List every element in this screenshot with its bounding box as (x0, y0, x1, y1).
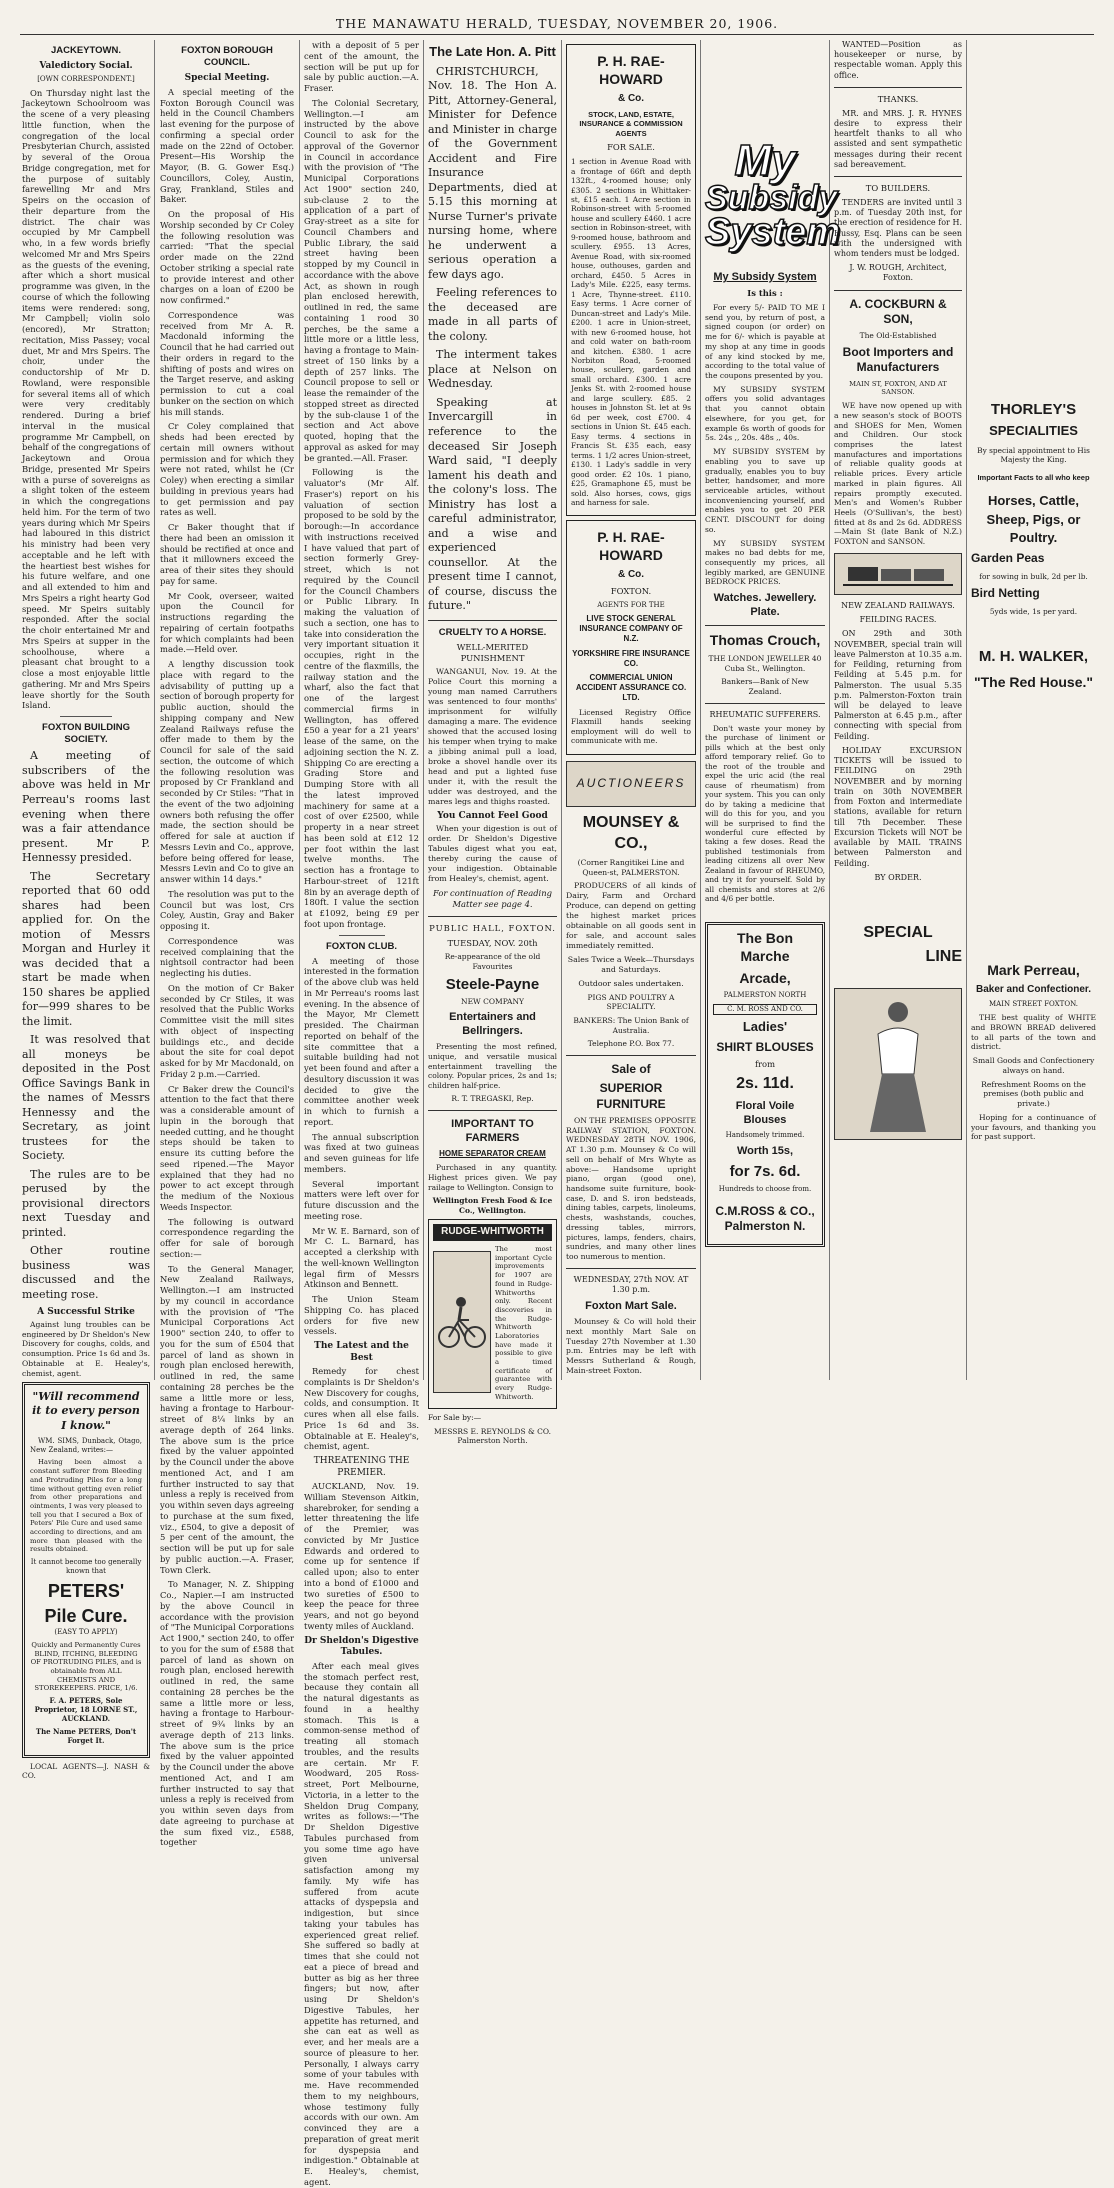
mounsey-address: (Corner Rangitikei Line and Queen-st, PALMERSTON. (577, 857, 685, 877)
bread-body: THE best quality of WHITE and BROWN BREAD delivered to all parts of the town and district. (971, 1013, 1096, 1052)
main-street: MAIN STREET FOXTON. (989, 1000, 1078, 1009)
mart-body: Mounsey & Co will hold their next monthly Mart Sale on Tuesday 27th November at 1.30 p.m. Entries may be left with Messrs Sutherland & Rough, Main-street Foxton. (566, 1317, 696, 1375)
article-paragraph: On Thursday night last the Jackeytown Schoolroom was the scene of a very pleasing little function, when the congregation of the local Presbyterian Church, assisted by several of the Oroua Bridge congregation, met for the purpose of suitably farewelling Mr and Mrs Speirs on the occasion of their departure from the district. The chair was occupied by Mr Campbell who, in a few words briefly welcomed Mr and Mrs Speirs as the guests of the evening, after which a short musical programme was given, in the course of which the following items were rendered: song, Mr Campbell; violin solo (encored), Mr Stratton; recitation, Miss Passey; vocal duet, Mr and Mrs Speirs. The choir, under the conductorship of Mr D. Rowland, were responsible for several items all of which were very creditably rendered. During a brief interval in the musical programme Mr Campbell, on behalf of the congregations of Jackeytown and Oroua Bridge, presented Mr Speirs with a purse of sovereigns as a slight token of the esteem in which the congregations held him. For the term of two years during which Mr Speirs had laboured in this district his ministry had been very acceptable and he left with the heartiest best wishes for his future welfare, and one and all extended to him and Mrs Speirs a right hearty God speed. Mr Speirs suitably responded. After the social the choir entertained Mr and Mrs Speirs at supper in the schoolhouse, where a pleasant chat brought to a close a most enjoyable little gathering. Mr and Mrs Speirs leave shortly for the South Island. (22, 87, 150, 711)
article-paragraph: The resolution was put to the Council but was lost, Crs Coley, Austin, Gray and Baker opposing it. (160, 888, 294, 932)
article-paragraph: On the motion of Cr Baker seconded by Cr Stiles, it was resolved that the Public Works Committee visit the mill sites with object of inspecting buildings etc., and decide about the site for coal depot asked for by Mr Macdonald, on Friday 2 p.m.—Carried. (160, 982, 294, 1079)
article-paragraph: WANGANUI, Nov. 19. At the Police Court this morning a young man named Carruthers was sentenced to four months' imprisonment for wilfully damaging a mare. The evidence showed that the accused losing his temper when trying to make a jibbing animal pull a load, broke a shovel handle over its head and put a lighted fuse under it, with the result the udder was destroyed, and the mares legs and thighs roasted. (428, 667, 557, 806)
article-paragraph: The following is outward correspondence regarding the offer for sale of borough section:— (160, 1216, 294, 1259)
article-paragraph: The Colonial Secretary, Wellington.—I am instructed by the above Council to ask for the approval of the Governor in Council in accordance with the provision of "The Municipal Corporations Act 1900" section 240, sub-clause 2 to the application of a part of Gray-street as a site for Council Chambers and Public Library, the said street having been stopped by my Council in accordance with the above Act, as shown in rough plan enclosed herewith, outlined in red, the same containing 1 rood 30 perches, be the same a little more or a little less, having a frontage to Main-street of 150 links by a depth of 257 links. The Council propose to sell or lease the remainder of the stopped street as directed by the sub-clause 1 of the section and Act above quoted, hoping that the approval as asked for may be granted.—All. Fraser. (304, 97, 419, 463)
ad-easy: (EASY TO APPLY) (54, 1628, 118, 1637)
separator (428, 620, 557, 621)
subsidy-p3: MY SUBSIDY SYSTEM by enabling you to save up gradually, enables you to buy better, handsomer, and more serviceable articles, without inconveniencing yourself, and enables you to get 20 PER CENT. DISCOUNT for doing so. (705, 447, 825, 534)
article-paragraph: with a deposit of 5 per cent of the amount, the section will be put up for sale by public auction.—A. Fraser. (304, 40, 419, 93)
mart-date: WEDNESDAY, 27th NOV. AT 1.30 p.m. (573, 1274, 689, 1294)
separator (60, 716, 111, 717)
red-house: "The Red House." (973, 673, 1094, 690)
netting-price: 5yds wide, 1s per yard. (989, 607, 1078, 617)
column-divider (154, 40, 155, 1380)
separator (705, 625, 825, 626)
continuation-note: For continuation of Reading Matter see page 4. (432, 888, 552, 909)
building-society-heading: FOXTON BUILDING SOCIETY. (42, 722, 130, 746)
mounsey-title: MOUNSEY & CO., (582, 814, 680, 852)
article-paragraph: A meeting of those interested in the formation of the above club was held in Mr Perreau's rooms last evening. In the absence of the Mayor, Mr Clemett presided. The Chairman reported on behalf of the site committee that a suitable building had not yet been found and after a desultory discussion it was decided to give the committee another week in which to furnish a report. (304, 955, 419, 1127)
foxton: FOXTON. (610, 586, 652, 597)
special-line-2: LINE (925, 948, 962, 966)
rae-howard-agents-ad (566, 520, 696, 755)
peas-price: for sowing in bulk, 2d per lb. (979, 572, 1088, 582)
registry-office: Licensed Registry Office Flaxmill hands seeking employment will do well to communicate with me. (571, 707, 691, 746)
article-paragraph: Cr Baker thought that if there had been an omission it should be rectified at once and that it millowners exceed the area of their sites they should pay for same. (160, 522, 294, 586)
superior-furniture: SUPERIOR FURNITURE (596, 1081, 666, 1111)
article-paragraph: Cr Baker drew the Council's attention to the fact that there was a considerable amount of lupin in the borough that needed cutting, and he thought steps should be taken to ensure its cutting before the seed ripened.—The Mayor explained that they had no power to act except through the medium of the Noxious Weeds Inspector. (160, 1083, 294, 1212)
article-paragraph: To the General Manager, New Zealand Railways, Wellington.—I am instructed by my council in accordance with the provision of "The Municipal Corporations Act 1900" section 240, to offer to you for the sum of £504 that parcel of land as shown in rough plan enclosed herewith, outlined in red, the same containing 28 perches be the same a little more or less, having a frontage to Harbour-street of 8¼ links by an average depth of 264 links. The above sum is the price fixed by the valuer appointed by the Council under the above mentioned Act, and I am further instructed to say that unless a reply is received from you within seven days agreeing to purchase at the sum fixed, viz., £504, to give a deposit of 5 per cent of the amount, the section will be put up for sale by public auction.—A. Fraser, Town Clerk. (160, 1263, 294, 1575)
entertainers: Entertainers and Bellringers. (449, 1011, 536, 1038)
masthead-rule (20, 34, 1094, 35)
bon-marche-ad (705, 922, 825, 1247)
appointment: By special appointment to His Majesty the King. (977, 445, 1090, 465)
masthead: THE MANAWATU HERALD, TUESDAY, NOVEMBER 20, 1906. (335, 16, 779, 31)
ad-body: Having been almost a constant sufferer from Bleeding and Protruding Piles for a long time without getting even relief from other preparations and ointments, I was very pleased to tell you that I secured a Box of Peters' Pile Cure and used same according to directions, and am more than pleased with the results obtained. (30, 1458, 142, 1554)
article-paragraph: The interment takes place at Nelson on Wednesday. (428, 348, 557, 391)
london-jeweller: THE LONDON JEWELLER 40 Cuba St., Wellington. (708, 654, 822, 673)
ad-note: It cannot become too generally known that (30, 1558, 142, 1575)
important-facts: Important Facts to all who keep (977, 472, 1090, 482)
rheumatic-heading: RHEUMATIC SUFFERERS. (709, 709, 821, 719)
thorleys: THORLEY'S (990, 401, 1077, 418)
baker-confectioner: Baker and Confectioner. (975, 983, 1092, 995)
rudge-whitworth-ad (428, 1219, 557, 1409)
important-farmers: IMPORTANT TO FARMERS (451, 1117, 534, 1145)
article-paragraph: Other routine business was discussed and the meeting rose. (22, 1244, 150, 1301)
excursion-body: HOLIDAY EXCURSION TICKETS will be issued to FEILDING on 29th NOVEMBER and by morning train on 30th NOVEMBER from Foxton and intermediate stations, available for return till 7th December. These Excursion Tickets will NOT be available by MAIL TRAINS between Palmerston and Feilding. (834, 745, 962, 868)
mounsey-pigs: PIGS AND POULTRY A SPECIALITY. (587, 992, 675, 1012)
column-7 (834, 40, 962, 1385)
banner-system: System (705, 211, 841, 254)
mounsey-body: PRODUCERS of all kinds of Dairy, Farm and Orchard Produce, can depend on getting the highest market prices obtainable on all goods sent in for sale, and account sales immediately remitted. (566, 881, 696, 950)
livestock: Horses, Cattle, Sheep, Pigs, or Poultry. (986, 493, 1081, 545)
separator (428, 1110, 557, 1111)
council-heading: FOXTON BOROUGH COUNCIL. (181, 45, 273, 69)
ad-sender: WM. SIMS, Dunback, Otago, New Zealand, writes:— (30, 1436, 142, 1454)
reynolds: MESSRS E. REYNOLDS & CO. Palmerston North. (434, 1426, 551, 1446)
banner-subsidy: Subsidy (705, 178, 838, 217)
article-paragraph: Against lung troubles can be engineered by Dr Sheldon's New Discovery for coughs, colds, and consumption. Price 1s 6d and 3s. Obtainable at E. Healey's, chemist, agent. (22, 1320, 150, 1378)
cockburn-address: MAIN ST, FOXTON, AND AT SANSON. (849, 379, 947, 397)
ross-footer: C.M.ROSS & CO., Palmerston N. (715, 1203, 815, 1234)
for-sale: FOR SALE. (607, 142, 655, 153)
article-paragraph: A special meeting of the Foxton Borough Council was held in the Council Chambers last evening for the purpose of confirming a special order made on the 22nd of October. Present—His Worship the Mayor, (B. G. Gower Esq.) Councillors, Coley, Austin, Gray, Frankland, Stiles and Baker. (160, 86, 294, 205)
ad-cures: Quickly and Permanently Cures BLIND, ITCHING, BLEEDING OF PROTRUDING PILES, and is obtainable from ALL CHEMISTS AND STOREKEEPERS. PRICE, 1/6. (30, 1640, 142, 1693)
auctioneers-label: AUCTIONEERS (576, 776, 686, 791)
hundreds: Hundreds to choose from. (718, 1184, 812, 1193)
specialities: SPECIALITIES (989, 423, 1078, 439)
article-paragraph: Correspondence was received complaining that the nightsoil contractor had been neglecting his duties. (160, 935, 294, 979)
subsidy-head: My Subsidy System (713, 271, 817, 284)
article-paragraph: A lengthy discussion took place with regard to the advisability of putting up a section of borough property for public auction, should the shipping company and New Zealand Railways refuse the offer made to them by the Council for sale of the said section, the outcome of which the following resolution was proposed by Cr Frankland and seconded by Cr Stiles: "That in the event of the two adjoining owners both refusing the offer made, the section should be offered for sale at auction if Messrs Levin and Co., approve, before being offered for lease, Messrs Levin and Co to give an answer within 14 days." (160, 659, 294, 885)
by-order: BY ORDER. (874, 872, 922, 882)
column-6 (705, 40, 841, 1385)
railway-illustration (834, 553, 962, 595)
ad-brand: PETERS' (47, 1580, 125, 1601)
shirt-blouses: SHIRT BLOUSES (716, 1039, 814, 1054)
article-paragraph: Cr Coley complained that sheds had been erected by certain mill owners without permission and for which they were not rated, whilst he (Cr Coley) when erecting a similar building in previous years had to get permission and pay rates as well. (160, 421, 294, 518)
article-paragraph: Mr W. E. Barnard, son of Mr C. L. Barnard, has accepted a clerkship with the well-known Wellington legal firm of Messrs Atkinson and Bennett. (304, 1225, 419, 1290)
insurance-2: YORKSHIRE FIRE INSURANCE CO. (572, 648, 690, 668)
mart-sale: Foxton Mart Sale. (585, 1300, 677, 1313)
column-divider (700, 40, 701, 1380)
rudge-brand: RUDGE-WHITWORTH (433, 1224, 552, 1241)
new-company: NEW COMPANY (461, 996, 524, 1006)
column-divider (561, 40, 562, 1380)
article-paragraph: On the proposal of His Worship seconded by Cr Coley the following resolution was carried: "That the special order made on the 22nd October striking a special rate to provide interest and other charges on a loan of £200 be now confirmed." (160, 209, 294, 306)
article-paragraph: The annual subscription was fixed at two guineas and seven guineas for life members. (304, 1131, 419, 1174)
column-4 (428, 40, 557, 1446)
rep: R. T. TREGASKI, Rep. (451, 1094, 534, 1104)
threatening-premier-heading: THREATENING THE PREMIER. (313, 1456, 410, 1478)
column-8 (971, 40, 1096, 1385)
price-7s-6d: for 7s. 6d. (729, 1162, 801, 1180)
ladies: Ladies' (742, 1019, 788, 1035)
refreshment-rooms: Refreshment Rooms on the premises (both public and private.) (981, 1079, 1086, 1109)
byline: [OWN CORRESPONDENT.] (37, 74, 135, 83)
article-paragraph: AUCKLAND, Nov. 19. William Stevenson Aitkin, sharebroker, for sending a letter threatening the life of the Premier, was convicted by Mr Justice Edwards and ordered to come up for sentence if called upon; also to enter into a bond of £1000 and two sureties of £500 to keep the peace for three years, and not go beyond twenty miles of Auckland. (304, 1481, 419, 1631)
article-paragraph: CHRISTCHURCH, Nov. 18. The Hon A. Pitt, Attorney-General, Minister for Defence and Minister in charge of the Government Accident and Fire Insurance Departments, died at 5.15 this morning at Nurse Turner's private nursing home, where he underwent a serious operation a few days ago. (428, 64, 557, 281)
separator-cream: HOME SEPARATOR CREAM (439, 1149, 546, 1159)
mounsey-sales: Sales Twice a Week—Thursdays and Saturdays. (567, 954, 695, 974)
lady-figure-icon (858, 994, 938, 1134)
ad-brand-2: Pile Cure. (44, 1605, 128, 1626)
bird-netting: Bird Netting (971, 585, 1040, 600)
subsidy-p4: MY SUBSIDY SYSTEM makes no bad debts for me, consequently my prices, all legibly marked, are GENUINE BEDROCK PRICES. (705, 538, 825, 587)
steele-payne: Steele-Payne (445, 976, 540, 994)
article-paragraph: The Union Steam Shipping Co. has placed orders for five new vessels. (304, 1294, 419, 1337)
digestive-tabules-heading: Dr Sheldon's Digestive Tabules. (304, 1635, 419, 1658)
feel-good-heading: You Cannot Feel Good (437, 810, 548, 821)
article-paragraph: Remedy for chest complaints is Dr Sheldon's New Discovery for coughs, colds, and consumption. It cures when all else fails. Price 1s 6d and 3s. Obtainable at E. Healey's, chemist, agent. (304, 1366, 419, 1452)
hoping: Hoping for a continuance of your favours, and thanking you for past support. (971, 1112, 1096, 1142)
ross-and-co: C. M. ROSS AND CO. (713, 1004, 817, 1015)
sale-of: Sale of (611, 1061, 651, 1076)
subsidy-system-banner (705, 136, 841, 254)
separator (566, 1055, 696, 1056)
feilding-races: FEILDING RACES. (859, 615, 937, 625)
rae-howard-title: P. H. RAE-HOWARD (597, 53, 665, 87)
separator (705, 703, 825, 704)
fresh-food-co: Wellington Fresh Food & Ice Co., Wellington. (432, 1196, 553, 1215)
article-paragraph: When your digestion is out of order. Dr Sheldon's Digestive Tabules digest what you eat, thereby curing the cause of your indigestion. Obtainable from Healey's, chemist, agent. (428, 824, 557, 884)
article-paragraph: Following is the valuator's (Mr Alf. Fraser's) report on his valuation of section proposed to be sold by the borough:—In accordance with instructions received I have valued that part of section formerly Grey-street, which is not required by the Council for the Council Chambers or Public Library. In making the valuation of such a section, one has to take into consideration the very important situation it occupies, right in the centre of the flaxmills, the railway station and the wharf, also the fact that one of the largest commercial firms in Wellington, has offered £50 a year for a 21 years' lease of the same, on the adjoining section the N. Z. Shipping Co are erecting a Grading Store and Dumping Store with all the latest improved machinery for same at a cost of over £2500, while property in a near street has been sold at £12 12 per foot within the last twelve months. The section has a frontage to Harbour-street of 121ft 8in by an average depth of 180ft. I value the section at £1092, being £9 per foot upon frontage. (304, 467, 419, 929)
mounsey-outdoor: Outdoor sales undertaken. (578, 978, 684, 988)
watches-jewellery: Watches. Jewellery. Plate. (713, 592, 817, 619)
column-divider (299, 40, 300, 1380)
banner-my: My (734, 136, 796, 185)
subsidy-is: Is this : (747, 288, 783, 299)
column-1 (22, 40, 150, 1781)
for-sale-by: For Sale by:— (428, 1413, 482, 1423)
separator (339, 935, 385, 936)
property-list: 1 section in Avenue Road with a frontage of 66ft and depth 132ft., 4-roomed house; only £305. 2 sections in Whittaker-st, £15 each. 1 Acre section in Robinson-street with 5-roomed house and scullery £460. 1 acre section in Robinson-street, with 9-roomed house, bathroom and scullery. £955. 13 Acres, Avenue Road, with six-roomed house, outhouses, garden and orchard, £450. 5 Acres in Lady's Mile. £225, easy terms. 1 Acre, Thynne-street. £110. Easy terms. 1 Acre corner of Duncan-street and Lady's Mile. £200. 1 acre in Union-street, with new 6-roomed house, hot and cold water on bath-room and kitchen. £380. 1 acre Norbiton Road, 5-roomed house, scullery, garden and small orchard. £300. 1 acre Jenks St. with 2-roomed house and large scullery. £85. 2 houses in Johnston St. let at 9s 6d per week, cost £700. 4 sections in Union St. £45 each. Easy terms. 4 sections in Francis St. £35 each, easy terms. 1 1/2 acres Union-street, £130. 1 Lady's saddle in very good order. £2 10s. 1 piano, £25, Gramaphone £5, must be sold. Also horses, cows, gigs and harness for sale. (571, 157, 691, 508)
feilding-body: ON 29th and 30th NOVEMBER, special train will leave Palmerston at 10.35 a.m. for Feilding, returning from Feilding at 5.45 p.m. for Palmerston. The usual 5.35 p.m. Palmerston-Foxton train will be delayed to leave Palmerston at 6.45 p.m., after connecting with special from Feilding. (834, 629, 962, 741)
article-paragraph: A meeting of subscribers of the above was held in Mr Perreau's rooms last evening when there was a fair attendance present. Mr P. Hennessy presided. (22, 749, 150, 865)
separator (566, 1268, 696, 1269)
column-5 (566, 40, 696, 1385)
separator (834, 87, 962, 88)
cruelty-subheading: WELL-MERITED PUNISHMENT (456, 641, 529, 663)
article-paragraph: To Manager, N. Z. Shipping Co., Napier.—I am instructed by the above Council in accordance with the provision of "The Municipal Corporations Act 1900," section 240, to offer to you for the sum of £588 that parcel of land as shown on rough plan, enclosed herewith outlined in red, the same containing 28 perches be the same a little more or less, having a frontage to Harbour-street of 9¾ links by an average depth of 213 links. The above sum is the price fixed by the valuer appointed by the Council under the above mentioned Act, and I am further instructed to say that unless a reply is received from you within seven days from date agreeing to purchase at the sum fixed viz., £588, together (160, 1579, 294, 1848)
latest-best-heading: The Latest and the Best (314, 1341, 409, 1363)
rae-howard-co-2: & Co. (617, 569, 645, 581)
cockburn-old: The Old-Established (859, 331, 937, 341)
rudge-body: The most important Cycle improvements for 1907 are found in Rudge-Whitworths only. Recent discoveries in the Rudge-Whitworth Laboratories have made it possible to give a timed certificate of guarantee with every Rudge-Whitworth. (495, 1245, 552, 1401)
mh-walker: M. H. WALKER, (978, 647, 1089, 665)
lady-blouse-illustration (834, 988, 962, 1140)
auctioneers-banner (566, 761, 696, 807)
bicycle-icon (437, 1292, 487, 1352)
cockburn-title: A. COCKBURN & SON, (849, 296, 947, 327)
cockburn-body: WE have now opened up with a new season's stock of BOOTS and SHOES for Men, Women and Children. Our stock comprises the latest manufactures and importations of reliable quality goods at reliable prices. Every article marked in plain figures. All repairs promptly executed. Men's and Women's Rubber Heels (O'Sullivan's, the best) fitted at 8s and 2s 6d. ADDRESS—Main St (late Bank of N.Z.) FOXTON and SANSON. (834, 401, 962, 547)
ad-tagline: The Name PETERS, Don't Forget It. (35, 1726, 137, 1745)
insurance-3: COMMERCIAL UNION ACCIDENT ASSURANCE CO. LTD. (575, 672, 687, 703)
bon-marche: The Bon Marche (737, 929, 793, 964)
foxton-club-heading: FOXTON CLUB. (325, 940, 398, 952)
separator (834, 290, 962, 291)
mounsey-bankers: BANKERS: The Union Bank of Australia. (573, 1016, 689, 1035)
ad-address: F. A. PETERS, Sole Proprietor, 18 LORNE ST., AUCKLAND. (34, 1696, 138, 1723)
from-label: from (754, 1059, 776, 1070)
separator (428, 916, 557, 917)
cream-body: Purchased in any quantity. Highest prices given. We pay railage to Wellington. Consign to (428, 1163, 557, 1192)
separator (834, 176, 962, 177)
special-meeting-subheading: Special Meeting. (184, 73, 270, 84)
agents-for: AGENTS FOR THE (597, 600, 665, 609)
wanted-ad: WANTED—Position as housekeeper or nurse, by respectable woman. Apply this office. (834, 40, 962, 80)
rae-howard-sub: STOCK, LAND, ESTATE, INSURANCE & COMMISSION AGENTS (579, 109, 683, 138)
subsidy-p2: MY SUBSIDY SYSTEM offers you solid advantages that you cannot obtain elsewhere, for you get, for example 6s worth of goods for 5s. 24s ,, 20s. 48s ,, 40s. (705, 384, 825, 443)
article-paragraph: It was resolved that all moneys be deposited in the Post Office Savings Bank in the names of Messrs Hennessy and the Secretary, as joint trustees for the Society. (22, 1033, 150, 1163)
cockburn-boots: Boot Importers and Manufacturers (842, 345, 954, 375)
builders-body: TENDERS are invited until 3 p.m. of Tuesday 20th inst, for the erection of residence for H. Hussy, Esq. Plans can be seen with the undersigned with whom tenders must be lodged. (834, 197, 962, 259)
nz-railways: NEW ZEALAND RAILWAYS. (841, 600, 955, 610)
column-divider (423, 40, 424, 1380)
subsidy-p1: For every 5/- PAID TO ME I send you, by return of post, a signed coupon (or order) on me for 6/- which is payable at my shop at any time in goods of any kind stocked by me, according to the total value of the coupons presented by you. (705, 303, 825, 381)
rae-howard-co: & Co. (617, 92, 645, 104)
builders-sig: J. W. ROUGH, Architect, Foxton. (849, 263, 947, 283)
builders-heading: TO BUILDERS. (865, 183, 931, 194)
column-divider (966, 40, 967, 1380)
rae-howard-ad (566, 44, 696, 516)
valedictory-subheading: Valedictory Social. (39, 61, 133, 72)
reappearance: Re-appearance of the old Favourites (444, 952, 541, 971)
article-paragraph: After each meal gives the stomach perfect rest, because they contain all the natural digestants as found in a healthy stomach. This is a common-sense method of treating all stomach troubles, and the results are certain. Mr F. Woodward, 205 Ross-street, Port Melbourne, Victoria, in a letter to the Sheldon Drug Company, writes as follows:—"The Dr Sheldon Digestive Tabules purchased from you some time ago have given universal satisfaction among my family. My wife has suffered from acute attacks of dyspepsia and indigestion, but since taking your tabules has experienced great relief. She suffered so badly at times that she could not eat a piece of bread and butter as big as her three fingers; but now, after using Dr Sheldon's Digestive Tabules, her appetite has returned, and she can eat as well as ever, and her meals are a source of pleasure to her. Personally, I always carry some of your tabules with me. Have recommended them to my neighbours, whose testimony fully accords with our own. Am convinced they are a preparation of great merit for dyspepsia and indigestion." Obtainable at E. Healey's, chemist, agent. (304, 1660, 419, 2187)
mounsey-phone: Telephone P.O. Box 77. (587, 1039, 675, 1049)
crouch-bankers: Bankers—Bank of New Zealand. (721, 677, 809, 696)
ad-quote: "Will recommend it to every person I know." (32, 1390, 140, 1432)
column-2 (160, 40, 294, 1848)
article-paragraph: The Secretary reported that 60 odd shares had been applied for. On the motion of Messrs Morgan and Hurley it was decided that a start be made when 150 shares be applied for—999 shares to be the limit. (22, 869, 150, 1028)
train-icon (843, 559, 953, 589)
thanks-heading: THANKS. (877, 93, 919, 104)
rheumatic-body: Don't waste your money by the purchase of liniment or pills which at the best only afford temporary relief. Go to the root of the trouble and expel the uric acid (the real cause of rheumatism) from your system. This you can only do by taking a medicine that will do this for you, and you will be surprised to find the wonderful cure effected by taking a few doses. Read the published testimonials from leading citizens all over New Zealand in favour of RHEUMO, and try it for yourself. Sold by all chemists and stores at 2/6 and 4/6 per bottle. (705, 723, 825, 904)
entertainers-body: Presenting the most refined, unique, and versatile musical entertainment travelling the colony. Popular prices, 2s and 1s; children half-price. (428, 1042, 557, 1090)
article-paragraph: Mr Cook, overseer, waited upon the Council for instructions regarding the repairing of certain footpaths for which complaints had been made.—Held over. (160, 590, 294, 655)
insurance-1: LIVE STOCK GENERAL INSURANCE COMPANY OF N.Z. (579, 613, 683, 644)
mark-perreau: Mark Perreau, (987, 961, 1080, 978)
floral-voile: Floral Voile Blouses (735, 1099, 795, 1126)
worth-15s: Worth 15s, (736, 1144, 794, 1157)
rae-howard-title-2: P. H. RAE-HOWARD (597, 529, 665, 564)
local-agents: LOCAL AGENTS—J. NASH & CO. (22, 1761, 150, 1781)
special-line-1: SPECIAL (863, 924, 933, 941)
arcade: Arcade, (739, 969, 791, 986)
price-2s-11d: 2s. 11d. (736, 1075, 794, 1093)
furniture-sale-body: ON THE PREMISES OPPOSITE RAILWAY STATION, FOXTON. WEDNESDAY 28TH NOV. 1906, AT 1.30 p.m. Mounsey & Co will sell on behalf of Mrs Whyte as above:— Handsome upright piano, organ (good one), handsome suite furniture, book-case, D. and S. iron bedsteads, dining tables, carpets, linoleums, chests, washstands, couches, dressing tables, mirrors, pictures, lamps, fenders, chairs, sundries, and many other lines too numerous to mention. (566, 1115, 696, 1261)
article-paragraph: The rules are to be perused by the provisional directors next Tuesday and printed. (22, 1167, 150, 1239)
small-goods: Small Goods and Confectionery always on hand. (972, 1056, 1095, 1075)
pitt-heading: The Late Hon. A. Pitt (429, 44, 556, 59)
palmerston-north: PALMERSTON NORTH (723, 991, 807, 1000)
handsomely: Handsomely trimmed. (725, 1130, 805, 1139)
cyclist-illustration (433, 1251, 491, 1393)
thanks-body: MR. and MRS. J. R. HYNES desire to express their heartfelt thanks to all who assisted and sent sympathetic messages during their recent sad bereavement. (834, 108, 962, 169)
public-hall: PUBLIC HALL, FOXTON. (429, 922, 556, 933)
peters-pile-cure-ad (22, 1382, 150, 1758)
article-paragraph: Correspondence was received from Mr A. R. Macdonald informing the Council that he had carried out their orders in regard to the shifting of posts and wires on the Target reserve, and asking permission to cut a coal bunker on the section on which his mill stands. (160, 309, 294, 417)
article-paragraph: Several important matters were left over for future discussion and the meeting rose. (304, 1178, 419, 1221)
article-paragraph: Speaking at Invercargill in reference to the deceased Sir Joseph Ward said, "I deeply lament his death and the colony's loss. The Ministry has lost a careful administrator, and a wise and experienced counsellor. At the present time I cannot, of course, discuss the future." (428, 395, 557, 613)
public-hall-date: TUESDAY, NOV. 20th (447, 937, 538, 948)
strike-heading: A Successful Strike (37, 1306, 135, 1317)
jackeytown-heading: JACKEYTOWN. (50, 45, 122, 56)
column-3 (304, 40, 419, 2187)
thomas-crouch: Thomas Crouch, (709, 632, 821, 649)
garden-peas: Garden Peas (971, 550, 1045, 565)
article-paragraph: Feeling references to the deceased are made in all parts of the colony. (428, 286, 557, 343)
cruelty-heading: CRUELTY TO A HORSE. (438, 626, 547, 638)
